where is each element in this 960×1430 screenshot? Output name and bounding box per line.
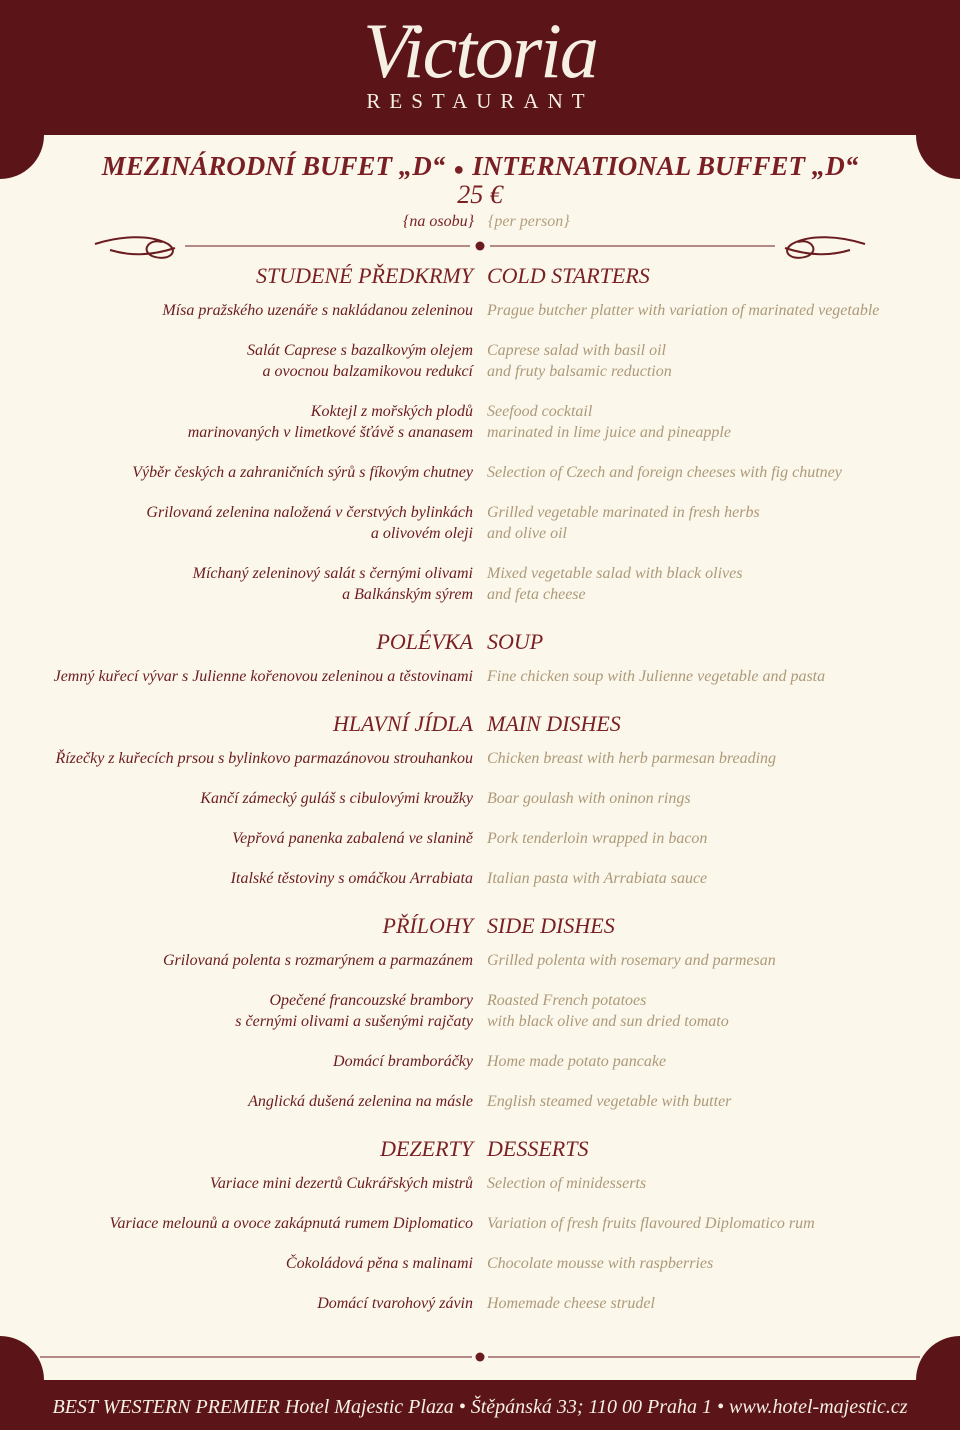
menu-item-english: [487, 401, 731, 443]
menu-item-english: [487, 462, 842, 483]
menu-item-line: and fruty balsamic reduction: [487, 363, 672, 380]
menu-item-line: Čokoládová pěna s malinami: [285, 1255, 473, 1272]
menu-item-line: Salát Caprese s bazalkovým olejem: [246, 342, 473, 359]
menu-item-line: Prague butcher platter with variation of marinated vegetable: [487, 302, 880, 319]
menu-item: [0, 1253, 960, 1293]
menu-item-english: [487, 502, 760, 544]
section-heading: [0, 624, 960, 666]
menu-item-line: Caprese salad with basil oil: [487, 342, 666, 359]
menu-item-czech: [231, 868, 473, 889]
menu-item-czech: [248, 1091, 473, 1112]
menu-item: [0, 990, 960, 1051]
menu-item-line: Selection of Czech and foreign cheeses with fig chutney: [487, 464, 842, 481]
menu-item-english: [487, 1253, 713, 1274]
menu-item-line: Míchaný zeleninový salát s černými olivami: [192, 565, 473, 582]
menu-item-english: [487, 748, 776, 769]
menu-item: [0, 340, 960, 401]
footer-address: BEST WESTERN PREMIER Hotel Majestic Plaza • Štěpánská 33; 110 00 Praha 1 • www.hotel-majestic.cz: [52, 1396, 908, 1418]
menu-item-czech: [333, 1051, 473, 1072]
menu-item: [0, 1091, 960, 1131]
section-heading-english: MAIN DISHES: [487, 711, 621, 736]
menu-item-english: [487, 1293, 655, 1314]
menu-item-line: Kančí zámecký guláš s cibulovými kroužky: [200, 790, 473, 807]
menu-item-line: Home made potato pancake: [487, 1053, 667, 1070]
menu-item-czech: [146, 502, 473, 544]
menu-item-line: with black olive and sun dried tomato: [487, 1013, 729, 1030]
menu-item-english: [487, 563, 742, 605]
logo-subtitle: RESTAURANT: [366, 89, 594, 113]
menu-item-line: marinated in lime juice and pineapple: [487, 424, 731, 441]
menu-item-line: Výběr českých a zahraničních sýrů s fíkovým chutney: [132, 464, 473, 481]
menu-item-line: Mixed vegetable salad with black olives: [487, 565, 743, 582]
menu-item: [0, 950, 960, 990]
menu-item-line: Grilled polenta with rosemary and parmesan: [487, 952, 776, 969]
menu-item-english: [487, 1173, 646, 1194]
menu-item-czech: [232, 828, 473, 849]
menu-item-czech: [132, 462, 473, 483]
menu-item-czech: [317, 1293, 473, 1314]
menu-item-english: [487, 340, 672, 382]
menu-item-line: Anglická dušená zelenina na másle: [248, 1093, 473, 1110]
menu-item: [0, 462, 960, 502]
menu-item: [0, 300, 960, 340]
menu-item-line: Grilled vegetable marinated in fresh herbs: [487, 504, 760, 521]
menu-item-english: [487, 1051, 666, 1072]
menu-item-line: Domácí bramboráčky: [333, 1053, 473, 1070]
menu-item-line: Roasted French potatoes: [487, 992, 647, 1009]
section-heading: [0, 706, 960, 748]
menu-item-czech: [193, 563, 473, 605]
menu-item-line: Italian pasta with Arrabiata sauce: [487, 870, 708, 887]
menu-item: [0, 748, 960, 788]
section-heading-czech: DEZERTY: [380, 1136, 473, 1161]
menu-item: [0, 502, 960, 563]
menu-title-english: INTERNATIONAL BUFFET „D“: [472, 151, 859, 181]
per-person-czech: {na osobu}: [402, 213, 474, 230]
menu-title-czech: MEZINÁRODNÍ BUFET „D“: [101, 151, 446, 181]
title-bullet-icon: ●: [453, 159, 465, 179]
section-heading-czech: HLAVNÍ JÍDLA: [332, 711, 473, 736]
menu-item-english: [487, 950, 776, 971]
menu-item-line: Italské těstoviny s omáčkou Arrabiata: [230, 870, 473, 887]
menu-item-line: Mísa pražského uzenáře s nakládanou zeleninou: [162, 302, 473, 319]
menu-item-czech: [247, 340, 473, 382]
menu-item-czech: [200, 788, 473, 809]
menu-item-line: Variace melounů a ovoce zakápnutá rumem Diplomatico: [109, 1215, 473, 1232]
section-heading-czech: POLÉVKA: [376, 629, 473, 654]
menu-item-line: Opečené francouzské brambory: [269, 992, 473, 1009]
bottom-divider-ornament: [0, 1337, 960, 1377]
menu-item-line: and olive oil: [487, 525, 567, 542]
menu-item: [0, 868, 960, 908]
menu-item-line: Chocolate mousse with raspberries: [487, 1255, 714, 1272]
section-heading-english: DESSERTS: [487, 1136, 589, 1161]
menu-item-line: Domácí tvarohový závin: [317, 1295, 473, 1312]
menu-item: [0, 1293, 960, 1333]
menu-item: [0, 1051, 960, 1091]
menu-item-english: [487, 828, 707, 849]
menu-item-czech: [162, 300, 473, 321]
menu-item-line: Chicken breast with herb parmesan breading: [487, 750, 777, 767]
menu-item-czech: [188, 401, 473, 443]
menu-item: [0, 563, 960, 624]
menu-item-english: [487, 1091, 731, 1112]
menu-item-line: Seefood cocktail: [487, 403, 593, 420]
menu-sections: [0, 258, 960, 1333]
menu-item-line: a Balkánským sýrem: [342, 586, 473, 603]
menu-item-line: Homemade cheese strudel: [487, 1295, 655, 1312]
menu-item-line: Pork tenderloin wrapped in bacon: [487, 830, 708, 847]
menu-item: [0, 788, 960, 828]
section-heading-czech: STUDENÉ PŘEDKRMY: [256, 263, 473, 288]
menu-item-czech: [54, 666, 473, 687]
menu-item: [0, 1213, 960, 1253]
menu-item-czech: [235, 990, 473, 1032]
menu-item-line: Grilovaná polenta s rozmarýnem a parmazánem: [162, 952, 473, 969]
menu-item-line: Fine chicken soup with Julienne vegetable and pasta: [487, 668, 826, 685]
section-heading-english: SIDE DISHES: [487, 913, 615, 938]
menu-item-line: a ovocnou balzamikovou redukcí: [262, 363, 473, 380]
menu-item-line: Řízečky z kuřecích prsou s bylinkovo parmazánovou strouhankou: [55, 750, 473, 767]
menu-item-english: [487, 868, 707, 889]
logo-wordmark: Victoria: [363, 7, 597, 94]
menu-item-english: [487, 300, 879, 321]
menu-item-line: a olivovém oleji: [370, 525, 473, 542]
menu-item-line: Variace mini dezertů Cukrářských mistrů: [209, 1175, 473, 1192]
menu-item-line: marinovaných v limetkové šťávě s ananasem: [187, 424, 473, 441]
restaurant-header: [0, 0, 960, 135]
menu-item-line: and feta cheese: [487, 586, 586, 603]
menu-item-czech: [110, 1213, 473, 1234]
menu-item: [0, 401, 960, 462]
menu-item-czech: [286, 1253, 473, 1274]
menu-item-line: Grilovaná zelenina naložená v čerstvých bylinkách: [146, 504, 473, 521]
menu-item-czech: [55, 748, 473, 769]
menu-item-line: Selection of minidesserts: [487, 1175, 647, 1192]
menu-item: [0, 1173, 960, 1213]
per-person-english: {per person}: [488, 213, 570, 230]
menu-item-czech: [163, 950, 473, 971]
menu-item-line: Jemný kuřecí vývar s Julienne kořenovou zeleninou a těstovinami: [53, 668, 473, 685]
menu-price: 25 €: [457, 180, 503, 209]
menu-item-line: Variation of fresh fruits flavoured Diplomatico rum: [487, 1215, 815, 1232]
section-heading: [0, 1131, 960, 1173]
menu-item-line: Vepřová panenka zabalená ve slanině: [232, 830, 473, 847]
section-heading-english: SOUP: [487, 629, 544, 654]
section-heading: [0, 258, 960, 300]
menu-item-line: English steamed vegetable with butter: [487, 1093, 732, 1110]
menu-item-english: [487, 1213, 815, 1234]
section-heading-english: COLD STARTERS: [487, 263, 650, 288]
menu-item-line: Koktejl z mořských plodů: [310, 403, 473, 420]
section-heading-czech: PŘÍLOHY: [382, 913, 473, 938]
menu-item-line: Boar goulash with oninon rings: [487, 790, 691, 807]
menu-item: [0, 666, 960, 706]
menu-item-english: [487, 990, 729, 1032]
menu-item: [0, 828, 960, 868]
section-heading: [0, 908, 960, 950]
menu-item-czech: [210, 1173, 473, 1194]
menu-item-english: [487, 788, 691, 809]
menu-item-english: [487, 666, 825, 687]
menu-item-line: s černými olivami a sušenými rajčaty: [235, 1013, 473, 1030]
